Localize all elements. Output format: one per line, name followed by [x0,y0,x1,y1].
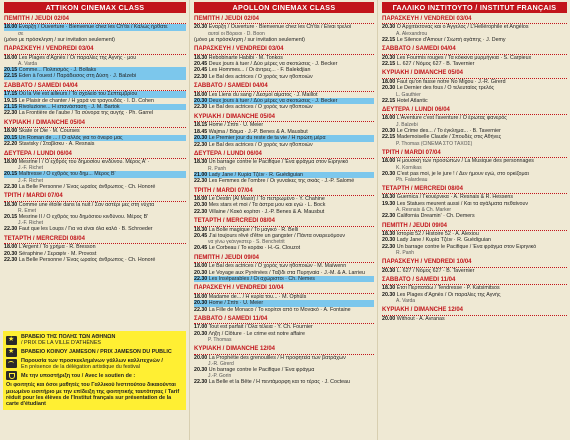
film-title: La Fille de Monaco / Το κορίτσι από το Μονακό · A. Fontaine [208,306,351,313]
day-heading: ΠΕΜΠΤΗ / JEUDI 09/04 [194,255,374,263]
screening-row[interactable] [194,142,374,148]
film-title: Deux jours à tuer / Δύο μέρες να σκοτώσεις · J. Becker [208,98,338,105]
director-name: R. Panh [396,250,415,257]
film-title: Le Bal des actrices / Ο χορός των ηθοποιών [208,141,313,148]
day-heading: ΚΥΡΙΑΚΗ / DIMANCHE 05/04 [4,120,186,128]
screening-time: 17.15 [4,91,18,98]
film-title: Ετσι Περπατάω / Tendresse · P. Katsimitsos [396,285,500,292]
film-title: Lady Jane / Κυρία Τζέιν · R. Guédiguian [396,237,491,244]
film-title: Maîtresse / Ο εχθρός του δημ... Μέρος Β' [18,171,116,178]
film-title: Mes stars et moi / Τα άστρα μου και εγώ · L. Bock [208,202,326,209]
screening-time: 20.45 [194,232,208,239]
screening-time: 18.00 [382,115,396,122]
director-name: αυτοί οι Βόρειοι · D. Boon [208,30,265,37]
day-heading: ΔΕΥΤΕΡΑ / LUNDI 06/04 [4,151,186,159]
screening-row[interactable] [4,37,186,43]
director-name: J.-F. Richet [18,165,44,172]
film-title: Un Roman de ... / Ο αλλός για το όνειρο μας [18,134,123,141]
screening-time: 18.00 [382,78,396,85]
column-institut [378,0,570,440]
screening-time: 20.30 [194,202,208,209]
screening-time: 20.00 [382,315,396,322]
screening-row[interactable] [4,110,186,116]
screening-time: 22.20 [4,141,18,148]
screening-time: 20.15 [4,134,18,141]
screening-row[interactable] [194,74,374,80]
screening-time: 20.45 [194,67,208,74]
screening-time: 20.30 [194,135,208,142]
screening-time: 18.30 [194,159,208,166]
screening-time: 18.30 [382,194,396,201]
screening-time: 22.30 [194,379,208,386]
film-title: Ιστορία 52 / Histoire 52 · A. Alexiou [396,230,479,237]
day-heading: ΤΕΤΑΡΤΗ / MERCREDI 08/04 [4,236,186,244]
screening-row[interactable] [382,37,567,43]
film-title: La Bolle magique / Το μαγικό · R. Belli [208,226,299,233]
screening-time: 22.30 [382,213,396,220]
screening-time: 22.30 [194,276,208,282]
film-title: Tout est parfait / Όλα τέλεια · Y. Ch. Fournier [208,324,313,331]
film-title: Rebobinarte Habibi · M. Tonkos [208,54,283,61]
day-heading: ΚΥΡΙΑΚΗ / DIMANCHE 05/04 [382,70,567,78]
film-title: La Prophétie des grenouilles / Η προφητεία των βατράχων [208,354,346,361]
film-title: Les Femmes de l'ombre / Οι γυναίκες της σκιάς · J.-P. Salomé [208,178,355,185]
screening-time: 17.00 [194,324,208,331]
legend-text [21,334,115,347]
screening-time: 20.45 [194,245,208,252]
day-heading: ΠΑΡΑΣΚΕΥΗ / VENDREDI 03/04 [4,46,186,54]
film-title: Les Fourmis rouges / Τα κόκκινα μυρμήγκια · S. Carpieux [396,54,532,61]
screening-time: 18.45 [194,128,208,135]
film-title: L. 627 / Νόμος 627 · B. Tavernier [396,61,475,68]
director-name: A. Varda [396,298,416,305]
screening-time: 22.30 [194,104,208,111]
day-heading: ΠΑΡΑΣΚΕΥΗ / VENDREDI 10/04 [194,285,374,293]
day-heading: ΣΑΒΒΑΤΟ / SAMEDI 04/04 [382,46,567,54]
director-name: σε [18,30,24,37]
film-title: Le Corbeau / Το κοράκι · H.-G. Clouzot [208,245,301,252]
film-title: Skate or Die · M. Courses [18,128,80,135]
day-heading: ΤΡΙΤΗ / MARDI 07/04 [4,193,186,201]
day-heading: ΤΡΙΤΗ / MARDI 07/04 [382,150,567,158]
film-title: Le Crime des... / Το έγκλημα... · B. Tavernier [396,127,501,134]
director-name: J.-R. Girerd [208,361,234,368]
film-title: La Belle Personne / Ένας ωραίος άνθρωπος · Ch. Honoré [18,183,156,190]
screening-row[interactable] [194,24,374,30]
director-name: P. Thomas (CINEMA ΣΤΟ ΤΑΧΟΣ) [396,140,473,147]
screening-time: 19.15 [4,97,18,104]
screening-time: 18.30 [382,230,396,237]
day-heading: ΤΕΤΑΡΤΗ / MERCREDI 08/04 [382,186,567,194]
film-title: Un barrage contre le Pacifique / Ένα φράγμα [208,367,315,374]
screening-time: 21.15 [4,104,18,111]
film-title: Deux jours à tuer / Δύο μέρες να σκοτώσεις · J. Becker [208,61,338,68]
day-heading: ΤΕΤΑΡΤΗ / MERCREDI 08/04 [194,218,374,226]
film-title: Faut qu'on fasse notre No Migou · J.-R. Girerd [396,78,506,85]
star-icon [6,348,17,357]
screening-time: 20.30 [194,269,208,276]
screening-row[interactable] [382,316,567,322]
director-name: A. Alexandrou [396,30,428,37]
legend-label: Με την υποστήριξη του / Avec le soutien de : [21,372,136,379]
screening-time: 20.30 [194,330,208,337]
director-name: να γίνω γκάνγκστερ · S. Benchetrit [208,239,285,246]
screening-time: 19.30 [382,200,396,207]
screening-time: 22.30 [194,306,208,313]
screening-row[interactable] [194,37,374,43]
day-heading: ΠΕΜΠΤΗ / JEUDI 02/04 [4,16,186,24]
film-title: Home / Σπίτι · U. Meier [208,122,264,129]
day-heading: ΠΑΡΑΣΚΕΥΗ / VENDREDI 03/04 [382,16,567,24]
film-title: La Frontière de l'aube / Τα σύνορα της αυγής · Ph. Garrel [18,110,154,117]
film-title: (μόνο με πρόσκληση / sur invitation seulement) [194,36,305,43]
director-name: J.-F. Richet [18,220,44,227]
day-heading: ΤΡΙΤΗ / MARDI 07/04 [194,188,374,196]
screening-time: 20.15 [4,213,18,220]
legend-label: Παρουσία των προσκεκλημένων γάλλων καλλιτεχνών / [21,357,163,364]
day-heading: ΚΥΡΙΑΚΗ / DIMANCHE 12/04 [382,307,567,315]
film-title: Les Plages d'Agnès / Οι παραλίες της Αγνής [396,291,501,298]
director-name: L. Gauthier [396,91,421,98]
screening-time: 20.30 [382,291,396,298]
legend-row [6,334,183,347]
screening-time: 22.30 [194,208,208,215]
film-title: Le Premier jour du reste de ta vie / Η πρώτη μέρα [208,135,326,142]
film-title: Villaine / Κακό κορίτσι · J.-P. Benes & A. Mausbut [208,208,325,215]
screening-time: 20.15 [4,171,18,178]
film-title: Les Plages d'Agnès / Οι παραλίες της Αγνής · μου [18,54,137,61]
film-title: La Belle et la Bête / Η πεντάμορφη και το τέρας · J. Cocteau [208,379,350,386]
screening-time: 18.30 [194,54,208,61]
screening-time: 18.15 [194,122,208,129]
screening-time: 20.15 [4,67,18,74]
screening-time: 21.00 [194,171,208,178]
film-title: L'Argent / Το χρήμα · R. Bresson [18,244,96,251]
director-name: R. Emet [18,207,37,214]
day-heading: ΚΥΡΙΑΚΗ / DIMANCHE 12/04 [194,346,374,354]
screening-time: 22.30 [194,73,208,80]
screening-time: 20.30 [382,170,396,177]
screening-time: 18.00 [194,263,208,270]
film-title: Où la Vie est ailleurs / Το σχολείο του Σεπτεμβρίου [18,91,138,98]
film-title: Le Voyage aux Pyrénées / Ταξίδι στα Πυρηναία · J.-M. & A. Larrieu [208,269,365,276]
director-name: A. Varda [18,61,38,68]
legend-row [6,348,183,357]
screening-time: 22.15 [382,36,396,43]
screening-row[interactable] [194,276,374,282]
film-title: Εναρξη / Ouverture · Bienvenue chez les Ch'tis / Είναι τρελοί [208,24,352,31]
screening-time: 20.30 [382,85,396,92]
screening-time: 20.30 [382,24,396,31]
glass-icon [6,371,17,380]
film-title: L'Aventure c'est l'aventure / Ο έρωτας φανερός [396,115,507,122]
day-heading: ΠΑΡΑΣΚΕΥΗ / VENDREDI 03/04 [194,46,374,54]
film-title: Guernica / Γκουέρνικα · A. Resnais & R. Hessens [396,194,514,201]
film-title: Wajma / Βάιμα · J.-P. Benes & A. Mausbut [208,128,308,135]
day-heading: ΠΕΜΠΤΗ / JEUDI 09/04 [382,223,567,231]
screening-time: 22.15 [4,73,18,80]
film-title: Eden à l'ouest / Παράδεισος στη Δύση · J. Balzebi [18,73,137,80]
screening-row[interactable] [382,268,567,274]
director-name: J.-P. Gorin [208,373,232,380]
screening-row[interactable] [194,209,374,215]
screening-time: 20.30 [382,267,396,274]
film-title: Stavisky / Σταβίσκυ · A. Resnais [18,141,95,148]
film-title: Le Dernier des fous / Ο τελευταίος τρελός [396,85,495,92]
film-title: Les Hommes... / Οι άντρες... · F. Balekdjian [208,67,311,74]
screening-time: 22.15 [382,97,396,104]
screening-time: 18.00 [4,128,18,135]
director-name: R. Panh [208,165,227,172]
day-heading: ΔΕΥΤΕΡΑ / LUNDI 06/04 [194,151,374,159]
film-title: Le Bal des actrices / Ο χορός των ηθοποιών [208,73,313,80]
screening-time: 20.30 [194,98,208,105]
screening-row[interactable] [194,178,374,184]
screening-row[interactable] [4,73,186,79]
student-discount-note: Οι φοιτητές και όσοι μαθητές του Γαλλικού Ινστιτούτου δικαιούνται μειωμένο εισιτήριο με την επίδειξη της φοιτητικής ταυτότητας / Tarif réduit pour les élèves de l'Institut français sur présentation de la carte d'étudiant [6,382,180,408]
legend-row [6,358,183,371]
screening-time: 18.00 [382,158,396,165]
screening-row[interactable] [382,98,567,104]
film-title: Le Bal des actrices / Ο χορός των ηθοποιών [208,104,313,111]
screening-time: 18.00 [4,54,18,61]
column-header: ΓΑΛΛΙΚΟ ΙΝΣΤΙΤΟΥΤΟ / INSTITUT FRANÇAIS [382,2,567,13]
screening-time: 20.45 [194,61,208,68]
day-heading: ΠΑΡΑΣΚΕΥΗ / VENDREDI 10/04 [382,259,567,267]
screening-time: 20.00 [194,354,208,361]
screening-time: 22.30 [382,243,396,250]
film-title: Le Bal des actrices / Ο χορός των ηθοποιών · M. Maïwenn [208,263,347,270]
screening-time: 22.30 [4,226,18,233]
film-title: California Dreamin' · Ch. Demers [396,213,475,220]
director-name: P. Thomas [208,337,232,344]
screening-time: 20.30 [194,300,208,307]
director-name: K. Kornikas [396,164,422,171]
screening-row[interactable] [382,61,567,67]
legend-text [21,349,172,355]
film-title: Hotel Atlantic [396,97,428,104]
screening-row[interactable] [4,24,186,30]
screening-time: 18.00 [194,293,208,300]
column-apollon [190,0,378,440]
screening-time: 20.30 [382,237,396,244]
screening-time: 18.00 [194,195,208,202]
legend-sublabel: En présence de la délégation artistique du festival [21,363,140,370]
film-title: Ο Αρχιτέκτονας και ο Άγγελος / L'Hellérophile et Angélos [396,24,529,31]
film-title: Mesrine I / Ο εχθρός του δημοσίου κινδύνου. Μέρος Α' · [18,158,150,165]
screening-time: 22.15 [382,134,396,141]
legend-text [21,358,163,371]
screening-time: 20.30 [194,24,208,31]
legend-text [21,373,135,379]
film-title: Comme... Πολιτισμός · J. Bollaks [18,67,97,74]
legend-sublabel: / PRIX DE LA VILLE D'ATHÈNES [21,340,102,347]
film-title: Without · A. Avranas [396,315,445,322]
screening-time: 20.30 [4,250,18,257]
screening-time: 18.00 [4,24,18,31]
film-title: La Belle Personne / Ένας ωραίος άνθρωπος · Ch. Honoré [18,256,156,263]
film-title: Les Inséparables / Οι αχώριστοι · Ch. Nemes [208,276,315,282]
film-title: Le Destin (Al Masir) / Το πεπρωμένο · Y. Chahine [208,195,325,202]
film-title: L. 627 / Νόμος 627 · B. Tavernier [396,267,475,274]
screening-time: 18.30 [4,201,18,208]
star-icon [6,336,17,345]
director-name: J. Balzebi [396,121,418,128]
day-heading: ΚΥΡΙΑΚΗ / DIMANCHE 05/04 [194,114,374,122]
film-title: Εναρξη / Ouverture · Bienvenue chez les Ch'tis / Καλώς ήρθατε [18,24,168,31]
film-title: Home / Σπίτι · U. Meier [208,300,264,307]
screening-time: 22.30 [4,256,18,263]
screening-time: 22.30 [4,110,18,117]
screening-row[interactable] [4,184,186,190]
day-heading: ΣΑΒΒΑΤΟ / SAMEDI 11/04 [382,277,567,285]
film-title: Comme une étoile dans la nuit / Σαν αστέρι μες στη νύχτα [18,201,155,208]
screening-row[interactable] [4,257,186,263]
screening-row[interactable] [194,307,374,313]
screening-row[interactable] [4,226,186,232]
film-title: (μόνο με πρόσκληση / sur invitation seulement) [4,36,115,43]
screening-row[interactable] [382,213,567,219]
screening-time: 18.00 [4,158,18,165]
screening-row[interactable] [194,104,374,110]
film-title: Madame de... / Η κυρία του... · M. Ophüls [208,293,307,300]
screening-row[interactable] [4,141,186,147]
film-title: Un barrage contre le Pacifique / Ένα φράγμα στον Ειρηνικό [396,243,537,250]
film-title: Λήξη / Clôture · Le crime est notre affaire [208,330,305,337]
director-name: A. Resnais & Ch. Marker [396,207,452,214]
screening-time: 22.30 [4,183,18,190]
film-title: Mesrine II / Ο εχθρός του δημόσιου κινδύνου. Μέρος Β' [18,213,149,220]
screening-row[interactable] [194,379,374,385]
film-title: Faut que les Loups / Για να είναι όλα καλά · B. Schroeder [18,226,153,233]
column-header: APOLLON CINEMAX CLASS [194,2,374,13]
screening-time: 22.15 [382,61,396,68]
screening-time: 20.30 [382,127,396,134]
screening-time: 22.30 [194,141,208,148]
screening-time: 18.00 [4,244,18,251]
screening-time: 22.30 [194,178,208,185]
people-icon [6,359,17,368]
film-title: Mademoiselle Claude / Σπουδές στις Αθήνες [396,134,502,141]
screening-time: 18.30 [382,285,396,292]
film-title: Les Statues meurent aussi / Και τα αγάλματα πεθαίνουν [396,200,529,207]
screening-time: 20.30 [194,367,208,374]
screening-time: 18.30 [194,226,208,233]
legend-label: ΒΡΑΒΕΙΟ ΤΗΣ ΠΟΛΗΣ ΤΩΝ ΑΘΗΝΩΝ [21,334,116,340]
day-heading: ΣΑΒΒΑΤΟ / SAMEDI 11/04 [194,316,374,324]
screening-row[interactable] [194,245,374,251]
film-title: Lady Jane / Κυρία Τζέιν · R. Guédiguian [208,171,303,178]
film-title: Le Silence d'Amour / Σιωπή αγάπης · J. Demy [396,36,506,43]
film-title: Rivoluzione... Η επανάσταση · J. M. Bartok [18,104,120,111]
film-title: Le Plaisir de chanter / Η χαρά να τραγουδάς · I. D. Cohen [18,97,154,104]
legend-label: ΒΡΑΒΕΙΟ ΚΟΙΝΟΥ JAMESON / PRIX JAMESON DU PUBLIC [21,348,172,355]
day-heading: ΠΕΜΠΤΗ / JEUDI 02/04 [194,16,374,24]
film-title: J'ai toujours rêvé d'être un gangster / Πάντα ονειρευόμουν [208,232,346,239]
column-header: ΑΤΤΙΚΟΝ CINEMAX CLASS [4,2,186,13]
day-heading: ΔΕΥΤΕΡΑ / LUNDI 06/04 [382,107,567,115]
legend-box [3,331,186,410]
screening-time: 18.00 [194,91,208,98]
screening-row[interactable] [194,159,374,165]
day-heading: ΣΑΒΒΑΤΟ / SAMEDI 04/04 [4,83,186,91]
film-title: Un barrage contre le Pacifique / Ένα φράγμα στον Ειρηνικό [208,159,349,166]
legend-row [6,371,183,380]
screening-time: 20.30 [382,54,396,61]
director-name: J.-F. Richet [18,177,44,184]
film-title: C'est pas moi, je le jure ! / Δεν ήμουν εγώ, στο ορκίζομαι [396,170,529,177]
day-heading: ΣΑΒΒΑΤΟ / SAMEDI 04/04 [194,83,374,91]
film-title: Les Liens du sang / Δεσμοί αίματος · J. Maillot [208,91,318,98]
film-title: Séraphine / Σεραφίν · M. Provost [18,250,97,257]
film-title: Η μουσική των προσώπων / La Musique des personnages [396,158,534,165]
director-name: Ph. Falardeau [396,176,428,183]
